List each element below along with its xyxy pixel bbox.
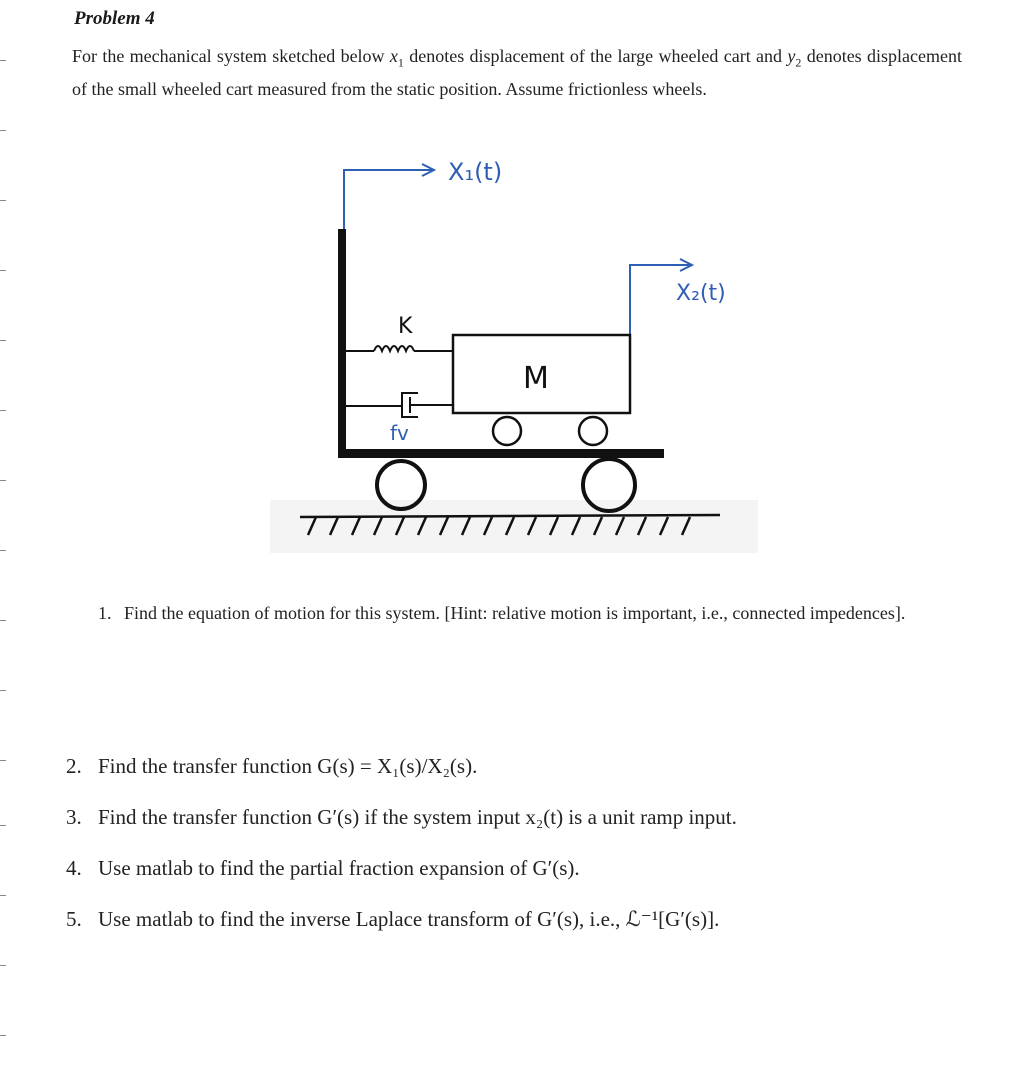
question-2 <box>66 750 986 801</box>
problem-intro <box>72 43 962 102</box>
margin-tick <box>0 130 6 131</box>
question-number: 4. <box>66 856 82 880</box>
margin-tick <box>0 1035 6 1036</box>
large-cart-frame <box>338 229 664 458</box>
intro-text: For the mechanical system sketched below <box>72 46 390 66</box>
question-number: 2. <box>66 754 82 778</box>
question-1 <box>98 600 966 626</box>
question-text: Use matlab to find the partial fraction expansion of G′(s). <box>98 856 580 880</box>
var-y-sub: 2 <box>795 55 802 70</box>
figure-svg <box>270 145 760 555</box>
question-4 <box>66 852 986 903</box>
spring-icon <box>346 346 453 351</box>
intro-text: denotes displacement of the small wheeled cart measured from the static position. Assume frictionless wheels. <box>72 46 962 99</box>
question-5 <box>66 903 986 954</box>
var-x: x <box>389 46 398 66</box>
mass-label: M <box>523 361 549 396</box>
damper-label: fv <box>390 421 409 445</box>
margin-tick <box>0 550 6 551</box>
damper-icon <box>346 393 453 417</box>
margin-tick <box>0 340 6 341</box>
margin-tick <box>0 895 6 896</box>
margin-tick <box>0 200 6 201</box>
margin-tick <box>0 690 6 691</box>
question-text: Find the equation of motion for this system. [Hint: relative motion is important, i.e., connected impedences]. <box>124 603 906 623</box>
question-number: 3. <box>66 805 82 829</box>
intro-text: denotes displacement of the large wheeled cart and <box>403 46 788 66</box>
x2-label: X₂(t) <box>676 281 726 306</box>
question-text: Find the transfer function G′(s) if the system input x₂(t) is a unit ramp input. <box>98 805 737 829</box>
problem-title: Problem 4 <box>74 8 155 29</box>
question-number: 5. <box>66 907 82 931</box>
margin-tick <box>0 480 6 481</box>
margin-tick <box>0 60 6 61</box>
question-3 <box>66 801 986 852</box>
small-cart-wheel <box>493 417 521 445</box>
question-number: 1. <box>98 603 112 623</box>
var-x-sub: 1 <box>397 55 404 70</box>
spring-label: K <box>398 314 413 339</box>
margin-tick <box>0 620 6 621</box>
x1-label: X₁(t) <box>448 158 503 186</box>
margin-tick <box>0 825 6 826</box>
x1-arrow <box>344 164 434 229</box>
small-cart-wheel <box>579 417 607 445</box>
margin-tick <box>0 270 6 271</box>
margin-tick <box>0 760 6 761</box>
var-y: y <box>787 46 796 66</box>
margin-tick <box>0 410 6 411</box>
question-list <box>66 750 986 954</box>
margin-tick <box>0 965 6 966</box>
question-text: Use matlab to find the inverse Laplace transform of G′(s), i.e., ℒ⁻¹[G′(s)]. <box>98 907 720 931</box>
question-text: Find the transfer function G(s) = X₁(s)/X₂(s). <box>98 754 478 778</box>
mechanical-system-figure <box>270 145 760 555</box>
